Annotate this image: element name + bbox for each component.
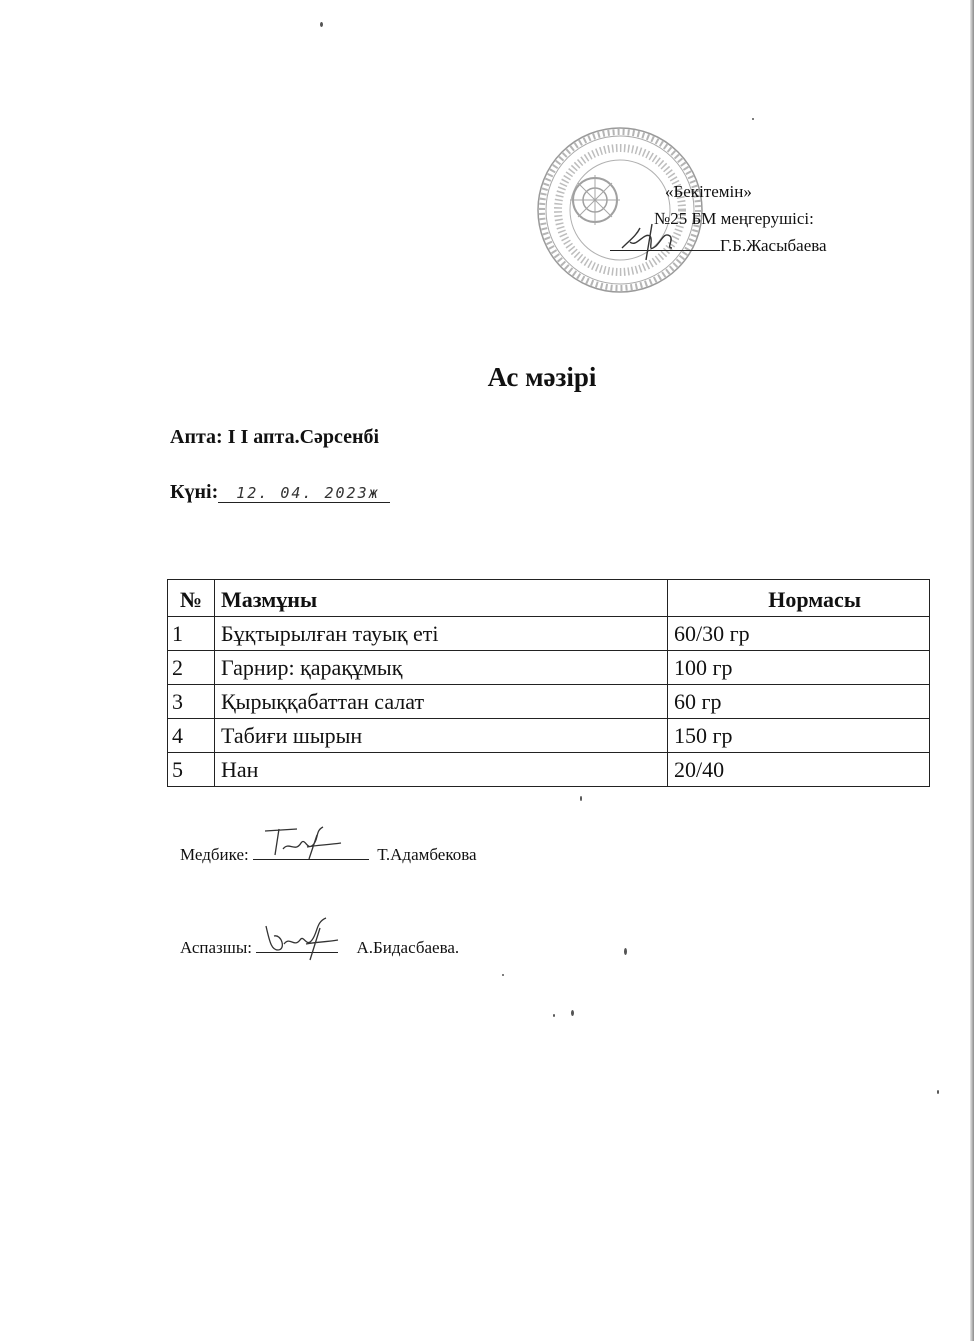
cook-label: Аспазшы: [180,938,252,957]
cook-name: А.Бидасбаева. [356,938,460,957]
scan-speck [752,118,754,120]
scan-speck [320,22,323,27]
row-content: Гарнир: қарақұмық [215,651,668,685]
cook-signature [260,914,340,962]
row-number: 5 [168,753,215,787]
scan-edge [970,0,974,1341]
row-content: Бұқтырылған тауық еті [215,617,668,651]
nurse-signature-row [180,843,477,865]
table-row [168,753,930,787]
date-label: Күні: [170,481,219,503]
head-signature [616,218,686,262]
scan-speck [580,796,582,801]
row-content: Нан [215,753,668,787]
row-norm: 60 гр [668,685,930,719]
approver-name: Г.Б.Жасыбаева [720,236,827,255]
approval-label: «Бекітемін» [665,182,752,201]
table-header-row [168,580,930,617]
table-row [168,617,930,651]
nurse-signature [257,821,347,861]
row-number: 2 [168,651,215,685]
cook-signature-row [180,936,459,958]
nurse-label: Медбике: [180,845,249,864]
approver-position: №25 БМ меңгерушісі: [654,209,814,228]
row-norm: 150 гр [668,719,930,753]
scan-speck [937,1090,939,1094]
date-row [170,481,390,504]
header-norm: Нормасы [668,580,930,617]
week-day-label: Апта: І І апта.Сәрсенбі [170,426,380,448]
row-number: 1 [168,617,215,651]
approval-block [600,178,880,259]
scan-speck [502,974,504,976]
row-content: Қырыққабаттан салат [215,685,668,719]
scan-speck [624,948,627,955]
nurse-signature-blank [253,843,369,860]
row-norm: 20/40 [668,753,930,787]
row-content: Табиғи шырын [215,719,668,753]
table-row [168,719,930,753]
page-title: Ас мәзірі [487,362,597,392]
header-number: № [168,580,215,617]
row-norm: 60/30 гр [668,617,930,651]
scan-speck [571,1010,574,1016]
header-content: Мазмұны [215,580,668,617]
cook-signature-blank [256,936,338,953]
row-norm: 100 гр [668,651,930,685]
approver-signature-line [600,232,880,259]
table-row [168,651,930,685]
date-value: 12. 04. 2023ж [218,484,390,503]
row-number: 3 [168,685,215,719]
row-number: 4 [168,719,215,753]
table-row [168,685,930,719]
scan-speck [553,1014,555,1017]
nurse-name: Т.Адамбекова [377,845,477,864]
menu-table [167,579,930,787]
